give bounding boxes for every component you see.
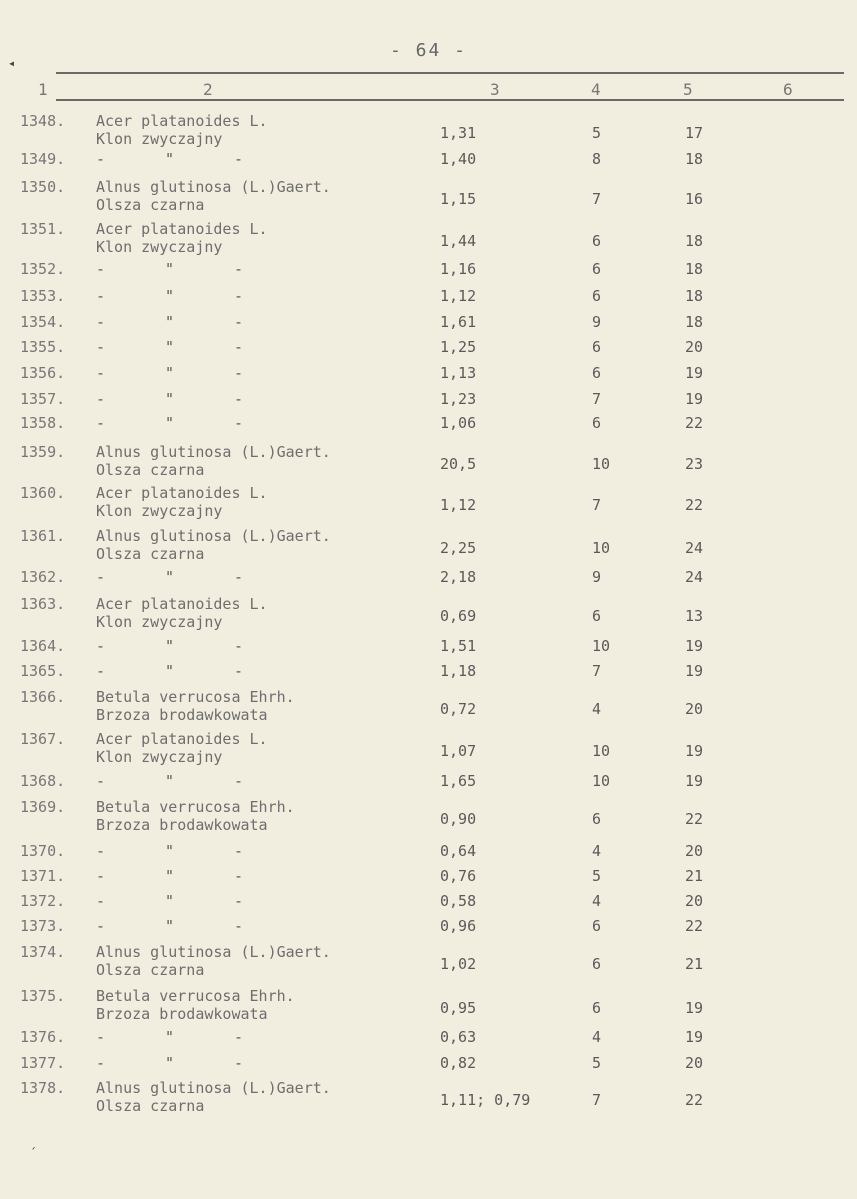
column-3-value: 1,44 bbox=[440, 232, 477, 250]
column-4-value: 8 bbox=[592, 150, 602, 168]
ditto-mark: " bbox=[165, 1054, 175, 1072]
column-3-value: 1,13 bbox=[440, 364, 477, 382]
column-4-value: 6 bbox=[592, 955, 602, 973]
ditto-mark: " bbox=[165, 260, 175, 278]
column-5-value: 16 bbox=[685, 190, 704, 208]
ditto-dash: - bbox=[96, 287, 106, 305]
entry-number: 1350. bbox=[20, 178, 66, 196]
column-5-value: 23 bbox=[685, 455, 704, 473]
entry-number: 1354. bbox=[20, 313, 66, 331]
column-5-value: 24 bbox=[685, 568, 704, 586]
species-latin-name: Acer platanoides L. bbox=[96, 484, 268, 502]
column-4-value: 6 bbox=[592, 232, 602, 250]
entry-number: 1360. bbox=[20, 484, 66, 502]
column-4-value: 4 bbox=[592, 892, 602, 910]
column-3-value: 1,12 bbox=[440, 496, 477, 514]
column-5-value: 22 bbox=[685, 414, 704, 432]
entry-number: 1377. bbox=[20, 1054, 66, 1072]
column-4-value: 7 bbox=[592, 1091, 602, 1109]
ditto-dash: - bbox=[96, 150, 106, 168]
margin-mark: ◂ bbox=[8, 56, 16, 70]
ditto-dash: - bbox=[234, 150, 244, 168]
column-header-4: 4 bbox=[591, 80, 601, 99]
column-4-value: 6 bbox=[592, 260, 602, 278]
entry-number: 1363. bbox=[20, 595, 66, 613]
entry-number: 1352. bbox=[20, 260, 66, 278]
ditto-mark: " bbox=[165, 287, 175, 305]
column-5-value: 19 bbox=[685, 637, 704, 655]
column-5-value: 20 bbox=[685, 892, 704, 910]
species-polish-name: Brzoza brodawkowata bbox=[96, 706, 268, 724]
column-3-value: 0,96 bbox=[440, 917, 477, 935]
column-3-value: 0,76 bbox=[440, 867, 477, 885]
entry-number: 1366. bbox=[20, 688, 66, 706]
ditto-dash: - bbox=[96, 842, 106, 860]
ditto-dash: - bbox=[96, 772, 106, 790]
ditto-dash: - bbox=[96, 338, 106, 356]
species-latin-name: Betula verrucosa Ehrh. bbox=[96, 987, 295, 1005]
entry-number: 1349. bbox=[20, 150, 66, 168]
entry-number: 1372. bbox=[20, 892, 66, 910]
column-header-1: 1 bbox=[38, 80, 48, 99]
species-latin-name: Alnus glutinosa (L.)Gaert. bbox=[96, 443, 331, 461]
entry-number: 1369. bbox=[20, 798, 66, 816]
column-3-value: 1,31 bbox=[440, 124, 477, 142]
entry-number: 1358. bbox=[20, 414, 66, 432]
column-5-value: 19 bbox=[685, 662, 704, 680]
ditto-dash: - bbox=[96, 260, 106, 278]
species-polish-name: Klon zwyczajny bbox=[96, 613, 223, 631]
column-3-value: 2,25 bbox=[440, 539, 477, 557]
entry-number: 1364. bbox=[20, 637, 66, 655]
species-polish-name: Klon zwyczajny bbox=[96, 238, 223, 256]
column-3-value: 0,64 bbox=[440, 842, 477, 860]
top-rule bbox=[56, 72, 844, 74]
entry-number: 1365. bbox=[20, 662, 66, 680]
column-3-value: 1,12 bbox=[440, 287, 477, 305]
entry-number: 1362. bbox=[20, 568, 66, 586]
ditto-dash: - bbox=[96, 662, 106, 680]
species-polish-name: Brzoza brodawkowata bbox=[96, 1005, 268, 1023]
entry-number: 1359. bbox=[20, 443, 66, 461]
entry-number: 1373. bbox=[20, 917, 66, 935]
ditto-dash: - bbox=[234, 867, 244, 885]
ditto-dash: - bbox=[234, 568, 244, 586]
species-polish-name: Olsza czarna bbox=[96, 461, 205, 479]
species-latin-name: Acer platanoides L. bbox=[96, 730, 268, 748]
species-polish-name: Olsza czarna bbox=[96, 545, 205, 563]
ditto-dash: - bbox=[234, 1028, 244, 1046]
column-4-value: 9 bbox=[592, 313, 602, 331]
column-3-value: 1,07 bbox=[440, 742, 477, 760]
entry-number: 1353. bbox=[20, 287, 66, 305]
entry-number: 1355. bbox=[20, 338, 66, 356]
column-5-value: 21 bbox=[685, 867, 704, 885]
ditto-dash: - bbox=[234, 287, 244, 305]
column-3-value: 1,15 bbox=[440, 190, 477, 208]
species-latin-name: Alnus glutinosa (L.)Gaert. bbox=[96, 178, 331, 196]
column-5-value: 20 bbox=[685, 1054, 704, 1072]
column-header-6: 6 bbox=[783, 80, 793, 99]
ditto-mark: " bbox=[165, 772, 175, 790]
ditto-dash: - bbox=[96, 867, 106, 885]
entry-number: 1376. bbox=[20, 1028, 66, 1046]
column-3-value: 2,18 bbox=[440, 568, 477, 586]
column-3-value: 1,23 bbox=[440, 390, 477, 408]
column-5-value: 19 bbox=[685, 1028, 704, 1046]
species-polish-name: Olsza czarna bbox=[96, 1097, 205, 1115]
entry-number: 1348. bbox=[20, 112, 66, 130]
species-polish-name: Brzoza brodawkowata bbox=[96, 816, 268, 834]
species-polish-name: Klon zwyczajny bbox=[96, 502, 223, 520]
column-3-value: 0,90 bbox=[440, 810, 477, 828]
ditto-mark: " bbox=[165, 390, 175, 408]
column-5-value: 24 bbox=[685, 539, 704, 557]
entry-number: 1374. bbox=[20, 943, 66, 961]
column-4-value: 4 bbox=[592, 700, 602, 718]
column-4-value: 10 bbox=[592, 742, 611, 760]
column-5-value: 20 bbox=[685, 338, 704, 356]
ditto-dash: - bbox=[234, 364, 244, 382]
ditto-dash: - bbox=[234, 892, 244, 910]
ditto-mark: " bbox=[165, 414, 175, 432]
species-latin-name: Alnus glutinosa (L.)Gaert. bbox=[96, 1079, 331, 1097]
species-polish-name: Klon zwyczajny bbox=[96, 130, 223, 148]
column-4-value: 6 bbox=[592, 810, 602, 828]
entry-number: 1367. bbox=[20, 730, 66, 748]
ditto-dash: - bbox=[234, 313, 244, 331]
margin-mark: ˏ bbox=[30, 1135, 38, 1149]
column-4-value: 6 bbox=[592, 287, 602, 305]
species-polish-name: Olsza czarna bbox=[96, 196, 205, 214]
column-5-value: 18 bbox=[685, 313, 704, 331]
ditto-dash: - bbox=[96, 568, 106, 586]
ditto-dash: - bbox=[96, 892, 106, 910]
column-5-value: 20 bbox=[685, 700, 704, 718]
column-5-value: 18 bbox=[685, 260, 704, 278]
column-4-value: 7 bbox=[592, 190, 602, 208]
entry-number: 1356. bbox=[20, 364, 66, 382]
column-5-value: 18 bbox=[685, 150, 704, 168]
ditto-mark: " bbox=[165, 842, 175, 860]
column-4-value: 7 bbox=[592, 390, 602, 408]
column-4-value: 6 bbox=[592, 999, 602, 1017]
ditto-mark: " bbox=[165, 338, 175, 356]
column-3-value: 1,61 bbox=[440, 313, 477, 331]
column-3-value: 0,63 bbox=[440, 1028, 477, 1046]
ditto-dash: - bbox=[234, 662, 244, 680]
column-4-value: 6 bbox=[592, 364, 602, 382]
species-latin-name: Acer platanoides L. bbox=[96, 112, 268, 130]
ditto-dash: - bbox=[96, 414, 106, 432]
column-5-value: 13 bbox=[685, 607, 704, 625]
entry-number: 1351. bbox=[20, 220, 66, 238]
column-4-value: 7 bbox=[592, 496, 602, 514]
column-5-value: 21 bbox=[685, 955, 704, 973]
ditto-mark: " bbox=[165, 150, 175, 168]
column-3-value: 0,82 bbox=[440, 1054, 477, 1072]
ditto-dash: - bbox=[234, 772, 244, 790]
ditto-mark: " bbox=[165, 1028, 175, 1046]
ditto-dash: - bbox=[96, 390, 106, 408]
ditto-dash: - bbox=[234, 637, 244, 655]
column-4-value: 6 bbox=[592, 607, 602, 625]
column-3-value: 1,16 bbox=[440, 260, 477, 278]
column-4-value: 10 bbox=[592, 637, 611, 655]
column-3-value: 0,69 bbox=[440, 607, 477, 625]
ditto-dash: - bbox=[96, 917, 106, 935]
ditto-mark: " bbox=[165, 637, 175, 655]
entry-number: 1370. bbox=[20, 842, 66, 860]
ditto-dash: - bbox=[96, 1054, 106, 1072]
ditto-mark: " bbox=[165, 568, 175, 586]
column-3-value: 0,72 bbox=[440, 700, 477, 718]
ditto-dash: - bbox=[234, 842, 244, 860]
species-latin-name: Alnus glutinosa (L.)Gaert. bbox=[96, 527, 331, 545]
species-latin-name: Betula verrucosa Ehrh. bbox=[96, 798, 295, 816]
column-4-value: 10 bbox=[592, 772, 611, 790]
ditto-dash: - bbox=[96, 364, 106, 382]
ditto-dash: - bbox=[234, 1054, 244, 1072]
column-4-value: 6 bbox=[592, 917, 602, 935]
species-polish-name: Klon zwyczajny bbox=[96, 748, 223, 766]
column-5-value: 18 bbox=[685, 232, 704, 250]
species-latin-name: Betula verrucosa Ehrh. bbox=[96, 688, 295, 706]
ditto-mark: " bbox=[165, 867, 175, 885]
ditto-mark: " bbox=[165, 364, 175, 382]
column-4-value: 10 bbox=[592, 455, 611, 473]
ditto-dash: - bbox=[234, 260, 244, 278]
column-3-value: 1,06 bbox=[440, 414, 477, 432]
column-4-value: 4 bbox=[592, 1028, 602, 1046]
column-3-value: 1,51 bbox=[440, 637, 477, 655]
column-5-value: 22 bbox=[685, 917, 704, 935]
column-3-value: 1,02 bbox=[440, 955, 477, 973]
header-rule bbox=[56, 99, 844, 101]
column-header-2: 2 bbox=[203, 80, 213, 99]
entry-number: 1357. bbox=[20, 390, 66, 408]
column-3-value: 1,40 bbox=[440, 150, 477, 168]
ditto-mark: " bbox=[165, 892, 175, 910]
column-5-value: 19 bbox=[685, 999, 704, 1017]
column-4-value: 5 bbox=[592, 1054, 602, 1072]
ditto-dash: - bbox=[234, 338, 244, 356]
column-5-value: 22 bbox=[685, 496, 704, 514]
ditto-dash: - bbox=[96, 313, 106, 331]
ditto-mark: " bbox=[165, 313, 175, 331]
ditto-dash: - bbox=[234, 390, 244, 408]
entry-number: 1371. bbox=[20, 867, 66, 885]
species-latin-name: Acer platanoides L. bbox=[96, 595, 268, 613]
page-number: - 64 - bbox=[389, 40, 468, 61]
column-4-value: 9 bbox=[592, 568, 602, 586]
column-4-value: 4 bbox=[592, 842, 602, 860]
entry-number: 1375. bbox=[20, 987, 66, 1005]
ditto-mark: " bbox=[165, 662, 175, 680]
column-3-value: 1,11; 0,79 bbox=[440, 1091, 531, 1109]
entry-number: 1378. bbox=[20, 1079, 66, 1097]
column-3-value: 1,18 bbox=[440, 662, 477, 680]
column-3-value: 1,65 bbox=[440, 772, 477, 790]
column-3-value: 0,58 bbox=[440, 892, 477, 910]
column-3-value: 1,25 bbox=[440, 338, 477, 356]
entry-number: 1368. bbox=[20, 772, 66, 790]
column-5-value: 19 bbox=[685, 364, 704, 382]
species-polish-name: Olsza czarna bbox=[96, 961, 205, 979]
column-4-value: 6 bbox=[592, 338, 602, 356]
ditto-dash: - bbox=[96, 1028, 106, 1046]
entry-number: 1361. bbox=[20, 527, 66, 545]
column-5-value: 19 bbox=[685, 390, 704, 408]
ditto-dash: - bbox=[96, 637, 106, 655]
column-5-value: 19 bbox=[685, 742, 704, 760]
column-5-value: 22 bbox=[685, 1091, 704, 1109]
column-5-value: 17 bbox=[685, 124, 704, 142]
column-5-value: 19 bbox=[685, 772, 704, 790]
column-3-value: 20,5 bbox=[440, 455, 477, 473]
column-4-value: 7 bbox=[592, 662, 602, 680]
column-3-value: 0,95 bbox=[440, 999, 477, 1017]
column-header-5: 5 bbox=[683, 80, 693, 99]
column-4-value: 5 bbox=[592, 867, 602, 885]
column-5-value: 18 bbox=[685, 287, 704, 305]
column-4-value: 5 bbox=[592, 124, 602, 142]
ditto-dash: - bbox=[234, 917, 244, 935]
column-4-value: 6 bbox=[592, 414, 602, 432]
ditto-mark: " bbox=[165, 917, 175, 935]
column-5-value: 22 bbox=[685, 810, 704, 828]
species-latin-name: Alnus glutinosa (L.)Gaert. bbox=[96, 943, 331, 961]
column-4-value: 10 bbox=[592, 539, 611, 557]
column-header-3: 3 bbox=[490, 80, 500, 99]
column-5-value: 20 bbox=[685, 842, 704, 860]
species-latin-name: Acer platanoides L. bbox=[96, 220, 268, 238]
ditto-dash: - bbox=[234, 414, 244, 432]
